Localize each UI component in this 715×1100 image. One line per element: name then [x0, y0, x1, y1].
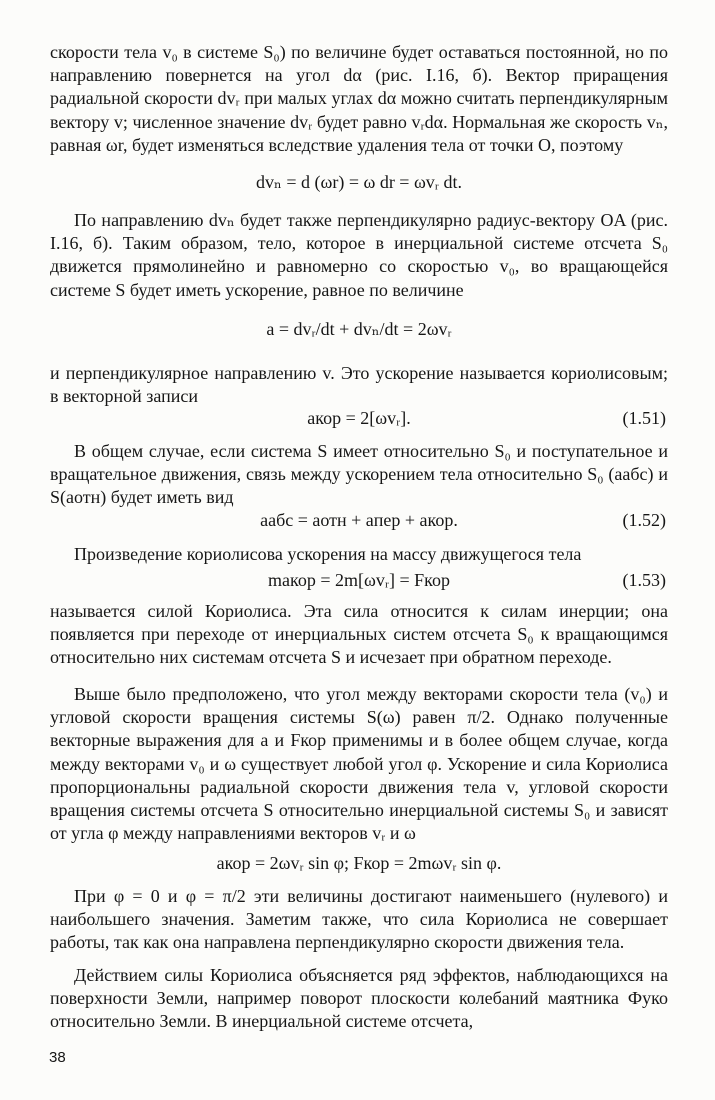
equation-1-51: [50, 408, 668, 429]
paragraph-2: [50, 209, 668, 302]
text-block: Действием силы Кориолиса объясняется ряд эффектов, наблюдающихся на поверхности Земли, например поворот плоскости колебаний маятника Фуко относительно Земли. В инерциальной системе отсчета,: [50, 965, 668, 1032]
equation-text: maкор = 2m[ωvᵣ] = Fкор: [268, 570, 450, 590]
equation-text: dvₙ = d (ωr) = ω dr = ωvᵣ dt.: [256, 172, 462, 192]
text-block: По направлению dvₙ будет также перпендикулярно радиус-вектору OA (рис. I.16, б). Таким образом, тело, которое в инерциальной системе отсчета S₀ движется прямолинейно и равномерно со скоростью v₀, во вращающейся системе S будет иметь ускорение, равное по величине: [50, 210, 668, 300]
equation-sin: [50, 853, 668, 874]
paragraph-1: [50, 41, 668, 157]
equation-number: (1.51): [622, 408, 666, 428]
text-block: скорости тела v₀ в системе S₀) по величине будет оставаться постоянной, но по направлению повернется на угол dα (рис. I.16, б). Вектор приращения радиальной скорости dvᵣ при малых углах dα можно считать перпендикулярным вектору v; численное значение dvᵣ будет равно vᵣdα. Нормальная же скорость vₙ, равная ωr, будет изменяться вследствие удаления тела от точки O, поэтому: [50, 42, 668, 155]
text-block: называется силой Кориолиса. Эта сила относится к силам инерции; она появляется при переходе от инерциальных систем отсчета S₀ к вращающимся относительно них системам отсчета S и исчезает при обратном переходе.: [50, 601, 668, 668]
paragraph-6: [50, 600, 668, 670]
page-number: 38: [49, 1049, 66, 1066]
equation-1-52: [50, 510, 668, 531]
equation-text: aабс = aотн + aпер + aкор.: [260, 510, 458, 530]
paragraph-5: [50, 543, 668, 566]
equation-dvn: [50, 172, 668, 193]
paragraph-3: [50, 362, 668, 408]
equation-1-53: [50, 570, 668, 591]
equation-text: aкор = 2[ωvᵣ].: [307, 408, 411, 428]
equation-acceleration: [50, 319, 668, 340]
text-block: и перпендикулярное направлению v. Это ускорение называется кориолисовым; в векторной записи: [50, 363, 668, 407]
equation-text: aкор = 2ωvᵣ sin φ; Fкор = 2mωvᵣ sin φ.: [216, 853, 502, 873]
equation-number: (1.52): [622, 510, 666, 530]
paragraph-4: [50, 440, 668, 510]
paragraph-9: [50, 964, 668, 1034]
text-block: В общем случае, если система S имеет относительно S₀ и поступательное и вращательное движения, связь между ускорением тела относительно S₀ (aабс) и S(aотн) будет иметь вид: [50, 441, 668, 508]
paragraph-7: [50, 683, 668, 845]
text-block: Произведение кориолисова ускорения на массу движущегося тела: [74, 544, 582, 564]
text-block: При φ = 0 и φ = π/2 эти величины достигают наименьшего (нулевого) и наибольшего значения. Заметим также, что сила Кориолиса не совершает работы, так как она направлена перпендикулярно скорости движения тела.: [50, 886, 668, 953]
equation-text: a = dvᵣ/dt + dvₙ/dt = 2ωvᵣ: [266, 319, 452, 339]
paragraph-8: [50, 885, 668, 955]
text-block: Выше было предположено, что угол между векторами скорости тела (v₀) и угловой скорости вращения системы S(ω) равен π/2. Однако полученные векторные выражения для a и Fкор применимы и в более общем случае, когда между векторами v₀ и ω существует любой угол φ. Ускорение и сила Кориолиса пропорциональны радиальной скорости движения тела v, угловой скорости вращения системы отсчета S относительно инерциальной системы S₀ и зависят от угла φ между направлениями векторов vᵣ и ω: [50, 684, 668, 844]
equation-number: (1.53): [622, 570, 666, 590]
